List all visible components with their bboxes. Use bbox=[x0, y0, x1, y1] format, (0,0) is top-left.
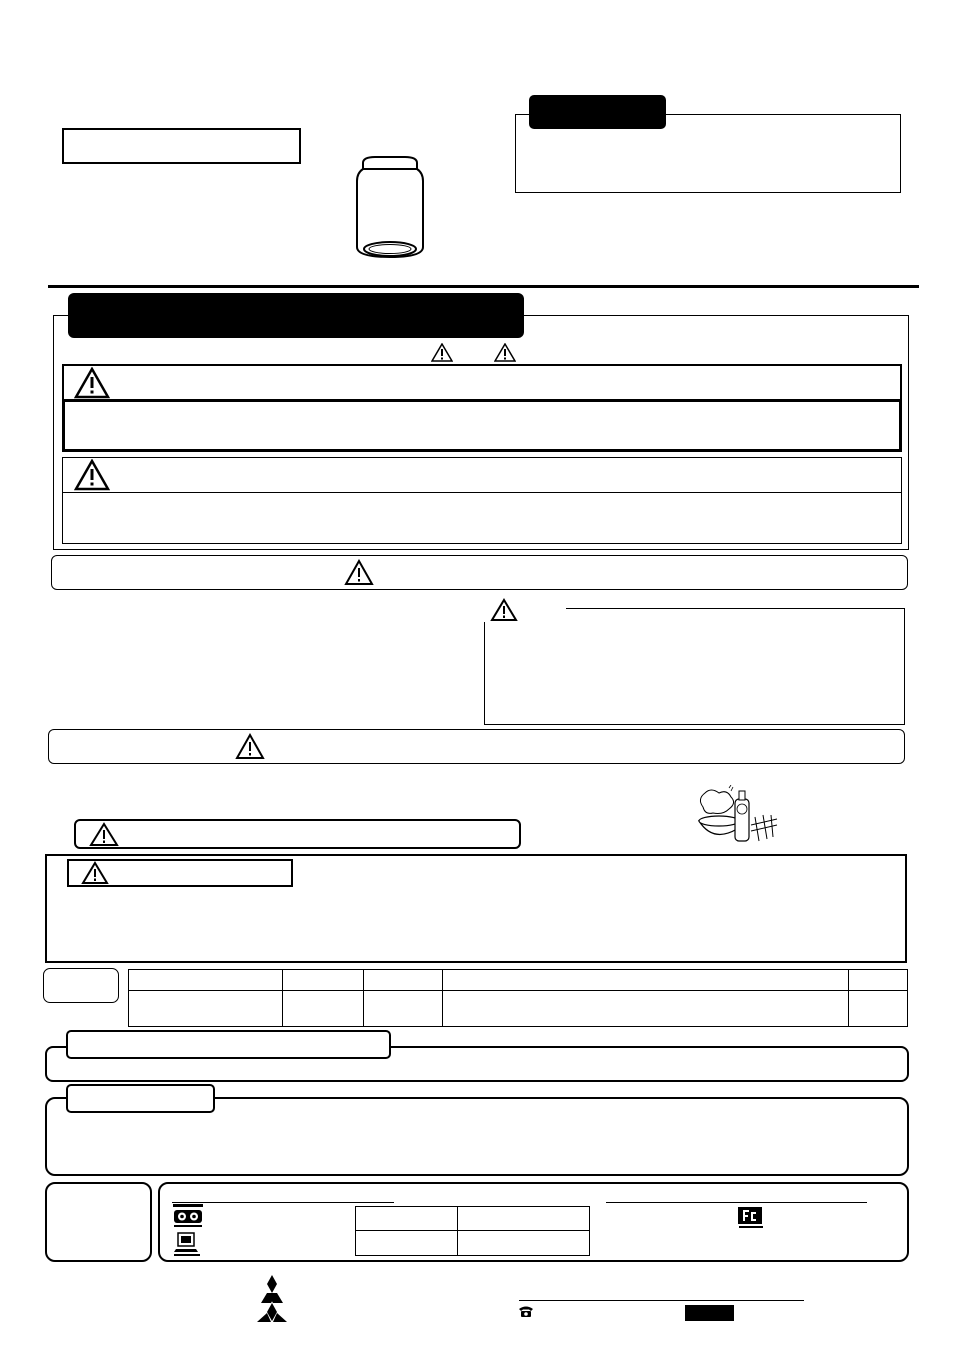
table-row bbox=[129, 970, 908, 991]
telephone-icon bbox=[518, 1305, 534, 1318]
table-cell bbox=[364, 970, 443, 991]
table-cell bbox=[849, 970, 908, 991]
table-cell bbox=[283, 991, 364, 1027]
warning-triangle-icon bbox=[344, 559, 374, 586]
warning-triangle-icon bbox=[235, 733, 265, 760]
usage-warning-banner bbox=[48, 729, 905, 764]
caution-body-box bbox=[62, 492, 902, 544]
warning-triangle-icon bbox=[490, 598, 518, 622]
cleaning-items-illustration bbox=[693, 785, 779, 847]
contact-label-box bbox=[45, 1182, 152, 1262]
table-cell bbox=[129, 970, 283, 991]
table-cell bbox=[364, 991, 443, 1027]
table-cell bbox=[129, 991, 283, 1027]
warning-triangle-icon bbox=[89, 822, 119, 847]
table-cell bbox=[356, 1207, 458, 1231]
footer-black-label bbox=[685, 1305, 734, 1321]
freecall-icon bbox=[737, 1206, 765, 1230]
warning-triangle-icon bbox=[81, 861, 109, 885]
caution-icon bbox=[494, 343, 516, 362]
freecall-rule bbox=[606, 1202, 867, 1203]
table-cell bbox=[356, 1231, 458, 1256]
right-caution-box bbox=[484, 608, 905, 725]
table-cell bbox=[849, 991, 908, 1027]
table-cell bbox=[458, 1207, 590, 1231]
caution-header-box bbox=[62, 457, 902, 493]
notice-box-tab bbox=[529, 95, 666, 129]
table-cell bbox=[443, 991, 849, 1027]
freedial-icon bbox=[172, 1203, 204, 1229]
cleaning-caution-banner bbox=[74, 819, 521, 849]
three-diamond-logo bbox=[257, 1275, 287, 1323]
header-divider bbox=[48, 285, 919, 288]
installation-warning-banner bbox=[51, 555, 908, 590]
spec-table bbox=[128, 969, 908, 1027]
model-name-box bbox=[62, 128, 301, 164]
caution-triangle-icon bbox=[74, 459, 110, 491]
freedial-rule bbox=[172, 1202, 394, 1203]
footer-rule bbox=[519, 1300, 804, 1301]
warning-header-box bbox=[62, 364, 902, 401]
safety-section-tab bbox=[68, 293, 524, 338]
table-row bbox=[356, 1231, 590, 1256]
product-illustration bbox=[355, 155, 425, 263]
parts-info-tab bbox=[66, 1030, 391, 1059]
spec-label-box bbox=[43, 968, 119, 1003]
table-row bbox=[356, 1207, 590, 1231]
warning-body-box bbox=[62, 399, 902, 452]
warning-icon bbox=[431, 343, 453, 362]
table-cell bbox=[283, 970, 364, 991]
warning-triangle-icon bbox=[74, 367, 110, 399]
table-cell bbox=[458, 1231, 590, 1256]
service-info-tab bbox=[66, 1084, 215, 1113]
table-cell bbox=[443, 970, 849, 991]
internet-computer-icon bbox=[172, 1231, 202, 1257]
contact-table bbox=[355, 1206, 590, 1256]
table-row bbox=[129, 991, 908, 1027]
